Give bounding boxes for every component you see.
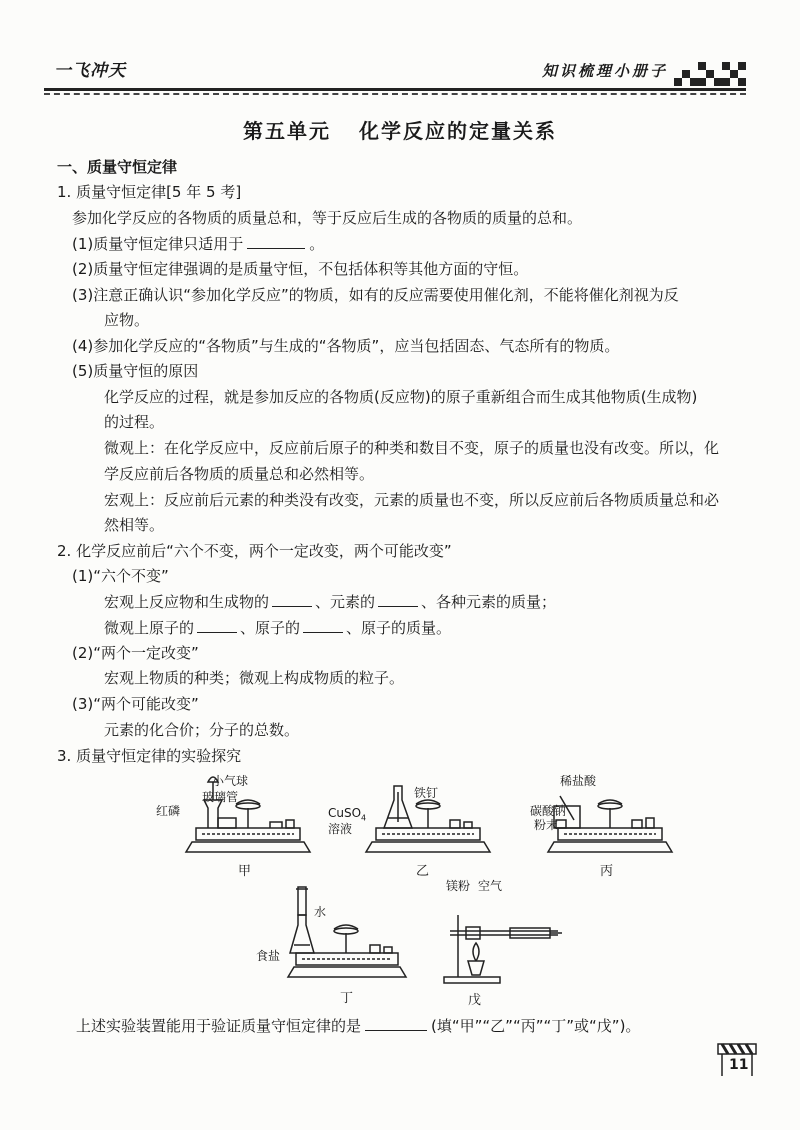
label-iron-nail: 铁钉 [414, 786, 439, 800]
reason-2-line1: 微观上：在化学反应中，反应前后原子的种类和数目不变，原子的质量也没有改变。所以，化 [104, 439, 720, 457]
label-tube: 玻璃管 [202, 790, 239, 804]
label-hydrochloric-acid: 稀盐酸 [560, 774, 597, 788]
macro-text-b: 、元素的 [315, 593, 376, 611]
reason-3-line2: 然相等。 [104, 516, 165, 534]
reason-3-line1: 宏观上：反应前后元素的种类没有改变，元素的质量也不变，所以反应前后各物质质量总和必 [104, 491, 720, 509]
sub-3-text: 元素的化合价；分子的总数。 [104, 721, 300, 739]
label-cuso4-sub: 4 [361, 813, 367, 823]
apparatus-jia [156, 772, 318, 879]
booklet-subtitle: 知识梳理小册子 [541, 62, 668, 80]
label-phosphorus: 红磷 [156, 804, 181, 818]
apparatus-bing [530, 772, 680, 879]
answer-blank[interactable] [272, 592, 312, 607]
label-air: 空气 [478, 879, 503, 893]
stand-syringe-burner-icon [440, 895, 570, 985]
definition-text: 参加化学反应的各物质的质量总和，等于反应后生成的各物质的质量的总和。 [72, 209, 583, 227]
label-balloon: 小气球 [212, 774, 249, 788]
brand-name: 一飞冲天 [54, 61, 126, 81]
note-2: (2)质量守恒定律强调的是质量守恒，不包括体积等其他方面的守恒。 [72, 260, 529, 278]
apparatus-ding [256, 885, 412, 1006]
page-header [44, 56, 746, 98]
macro-text-c: 、各种元素的质量； [421, 593, 557, 611]
unit-label: 第五单元 [243, 119, 331, 143]
label-magnesium-powder: 镁粉 [446, 879, 471, 893]
label-cuso4-text: CuSO [328, 806, 362, 820]
note-3-line1: (3)注意正确认识“参加化学反应”的物质，如有的反应需要使用催化剂，不能将催化剂视为反 [72, 286, 679, 304]
caption-wu: 戊 [468, 993, 482, 1008]
section-heading: 一、质量守恒定律 [57, 158, 178, 176]
checker-decoration-icon [674, 58, 746, 90]
sub-2-heading: (2)“两个一定改变” [72, 644, 199, 662]
reason-1-line2: 的过程。 [104, 413, 165, 431]
note-1 [72, 234, 324, 254]
label-water: 水 [314, 905, 327, 919]
label-salt: 食盐 [256, 949, 281, 963]
answer-blank[interactable] [197, 618, 237, 633]
header-dashed-rule [44, 93, 746, 95]
micro-unchanged [104, 618, 451, 638]
caption-yi: 乙 [416, 864, 430, 879]
reason-2-line2: 学反应前后各物质的质量总和必然相等。 [104, 465, 375, 483]
macro-text-a: 宏观上反应物和生成物的 [104, 593, 270, 611]
final-question [76, 1016, 640, 1036]
note-4: (4)参加化学反应的“各物质”与生成的“各物质”，应当包括固态、气态所有的物质。 [72, 337, 620, 355]
caption-bing: 丙 [600, 864, 614, 879]
sub-2-text: 宏观上物质的种类；微观上构成物质的粒子。 [104, 669, 405, 687]
label-sodium-carbonate: 碳酸钠 [530, 804, 567, 818]
balance-water-salt-icon [282, 885, 412, 985]
item1-heading: 1. 质量守恒定律[5 年 5 考] [57, 183, 242, 201]
label-powder: 粉末 [534, 818, 559, 832]
reason-1-line1: 化学反应的过程，就是参加反应的各物质(反应物)的原子重新组合而生成其他物质(生成物) [104, 388, 698, 406]
sub-1-heading: (1)“六个不变” [72, 567, 169, 585]
final-question-text: 上述实验装置能用于验证质量守恒定律的是 [76, 1017, 362, 1035]
micro-text-b: 、原子的 [240, 619, 301, 637]
item3-heading: 3. 质量守恒定律的实验探究 [57, 747, 242, 765]
caption-ding: 丁 [340, 991, 354, 1006]
answer-blank[interactable] [303, 618, 343, 633]
micro-text-a: 微观上原子的 [104, 619, 195, 637]
apparatus-wu [440, 879, 570, 1008]
macro-unchanged [104, 592, 556, 612]
apparatus-yi [328, 772, 498, 879]
page-number-badge [716, 1040, 758, 1080]
caption-jia: 甲 [238, 864, 252, 879]
answer-blank[interactable] [247, 234, 305, 249]
micro-text-c: 、原子的质量。 [346, 619, 452, 637]
answer-blank[interactable] [378, 592, 418, 607]
page-title [0, 115, 800, 144]
sub-3-heading: (3)“两个可能改变” [72, 695, 199, 713]
final-question-hint: (填“甲”“乙”“丙”“丁”或“戊”)。 [431, 1017, 641, 1035]
note-1-end: 。 [309, 235, 325, 253]
note-1-text: (1)质量守恒定律只适用于 [72, 235, 244, 253]
note-5: (5)质量守恒的原因 [72, 362, 199, 380]
label-solution: 溶液 [328, 822, 353, 836]
answer-blank[interactable] [365, 1016, 427, 1031]
note-3-line2: 应物。 [104, 311, 150, 329]
header-rule [44, 88, 746, 91]
unit-topic: 化学反应的定量关系 [359, 119, 557, 143]
page-number: 11 [729, 1057, 749, 1073]
item2-heading: 2. 化学反应前后“六个不变，两个一定改变，两个可能改变” [57, 542, 452, 560]
